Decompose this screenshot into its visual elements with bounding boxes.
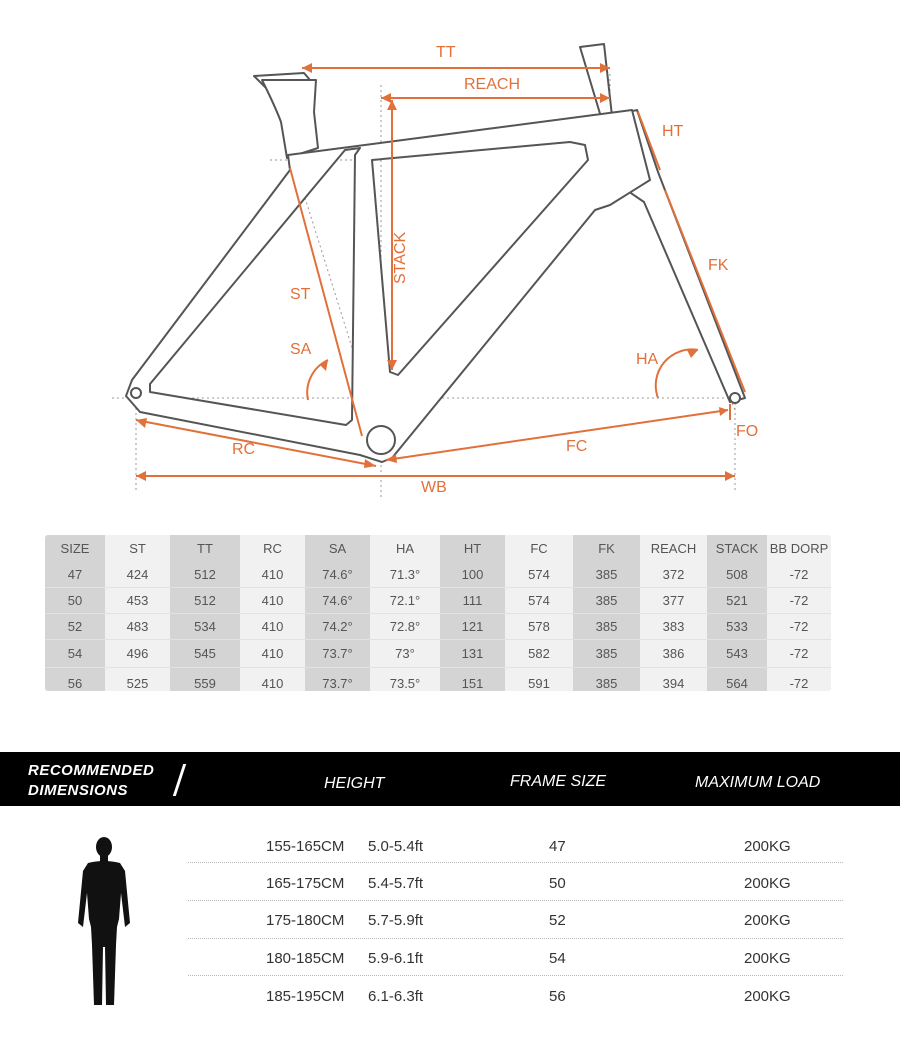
max-load: 200KG (744, 988, 791, 1005)
dotted-divider (188, 862, 843, 863)
geometry-cell: 56 (67, 676, 83, 691)
sa-label: SA (290, 341, 312, 358)
frame-size: 56 (549, 988, 566, 1005)
geometry-cell: 73.7° (322, 676, 353, 691)
geometry-cell: 543 (726, 646, 748, 661)
frame-body (126, 110, 650, 462)
height-cm: 185-195CM (266, 988, 345, 1005)
geometry-cell: 574 (528, 593, 550, 608)
geometry-cell: 111 (462, 593, 483, 608)
stack-label: STACK (392, 231, 409, 284)
geometry-cell: 410 (261, 676, 284, 691)
geometry-cell: 372 (662, 567, 685, 582)
geometry-header: HA (395, 541, 415, 556)
geometry-cell: 72.1° (389, 593, 421, 608)
recommended-row (0, 836, 900, 874)
max-load: 200KG (744, 912, 791, 929)
geometry-cell: 410 (261, 567, 284, 582)
frame-size: 47 (549, 838, 566, 855)
geometry-header: HT (463, 541, 482, 556)
geometry-header: RC (263, 541, 282, 556)
rear-axle (131, 388, 141, 398)
tt-label: TT (436, 44, 456, 61)
geometry-cell: 533 (726, 619, 748, 634)
geometry-cell: 74.6° (322, 567, 353, 582)
geometry-cell: 73.7° (322, 646, 353, 661)
rc-label: RC (232, 441, 256, 458)
recommended-title-line2: DIMENSIONS (28, 782, 129, 799)
geometry-cell: 521 (726, 593, 748, 608)
st-label: ST (290, 286, 311, 303)
geometry-cell: 73.5° (389, 676, 421, 691)
geometry-cell: 385 (595, 593, 618, 608)
geometry-cell: 534 (194, 619, 216, 634)
dotted-divider (188, 975, 843, 976)
geometry-cell: 72.8° (389, 619, 421, 634)
geometry-cell: -72 (789, 619, 809, 634)
geometry-cell: 385 (595, 619, 618, 634)
geometry-cell: 385 (595, 676, 618, 691)
recommended-title (28, 761, 154, 801)
geometry-cell: 47 (67, 567, 83, 582)
geometry-cell: -72 (789, 567, 809, 582)
geometry-cell: 508 (726, 567, 748, 582)
geometry-cell: 582 (528, 646, 550, 661)
fk-dimension (665, 190, 745, 392)
height-ft: 5.9-6.1ft (368, 950, 424, 967)
geometry-cell: 525 (126, 676, 149, 691)
geometry-cell: 578 (528, 619, 550, 634)
geometry-cell: 453 (126, 593, 149, 608)
ha-label: HA (636, 351, 659, 368)
fc-label: FC (566, 438, 588, 455)
geometry-cell: 410 (261, 646, 284, 661)
geometry-header: FC (530, 541, 548, 556)
ht-label: HT (662, 123, 684, 140)
row-divider (45, 613, 831, 614)
fo-label: FO (736, 423, 759, 440)
max-load-header: MAXIMUM LOAD (695, 774, 821, 791)
frame-size: 50 (549, 875, 566, 892)
fc-dimension (386, 410, 728, 460)
geometry-cell: 383 (662, 619, 685, 634)
geometry-header: BB DORP (769, 541, 829, 556)
geometry-header: TT (197, 541, 213, 556)
height-ft: 6.1-6.3ft (368, 988, 424, 1005)
bottom-bracket (367, 426, 395, 454)
geometry-cell: 386 (662, 646, 685, 661)
dotted-divider (188, 938, 843, 939)
geometry-cell: 74.2° (322, 619, 353, 634)
geometry-header: REACH (650, 541, 697, 556)
geometry-cell: 121 (461, 619, 484, 634)
geometry-header: ST (129, 541, 146, 556)
height-cm: 180-185CM (266, 950, 345, 967)
geometry-table (45, 535, 831, 691)
recommended-row (0, 873, 900, 911)
height-cm: 165-175CM (266, 875, 345, 892)
recommended-row (0, 986, 900, 1024)
recommended-row (0, 910, 900, 948)
geometry-cell: -72 (789, 676, 809, 691)
geometry-header: STACK (715, 541, 759, 556)
title-slash-divider (173, 764, 186, 796)
geometry-cell: 52 (67, 619, 83, 634)
geometry-cell: 512 (194, 593, 216, 608)
geometry-cell: 512 (194, 567, 216, 582)
geometry-cell: 377 (662, 593, 685, 608)
geometry-cell: 71.3° (389, 567, 421, 582)
row-divider (45, 667, 831, 668)
geometry-cell: -72 (789, 646, 809, 661)
frame-size: 52 (549, 912, 566, 929)
seatpost (262, 80, 318, 158)
geometry-cell: 100 (461, 567, 484, 582)
max-load: 200KG (744, 875, 791, 892)
geometry-cell: 496 (126, 646, 149, 661)
height-header: HEIGHT (324, 775, 385, 792)
geometry-cell: 559 (194, 676, 216, 691)
geometry-cell: 394 (662, 676, 685, 691)
frame-size-header: FRAME SIZE (510, 773, 607, 790)
reach-label: REACH (464, 76, 521, 93)
geometry-cell: 73° (395, 646, 415, 661)
geometry-cell: 591 (528, 676, 550, 691)
row-divider (45, 639, 831, 640)
recommended-row (0, 948, 900, 986)
geometry-header: SIZE (60, 541, 90, 556)
height-cm: 175-180CM (266, 912, 345, 929)
geometry-cell: 385 (595, 646, 618, 661)
geometry-cell: 131 (461, 646, 484, 661)
geometry-cell: 74.6° (322, 593, 353, 608)
max-load: 200KG (744, 950, 791, 967)
row-divider (45, 587, 831, 588)
height-ft: 5.7-5.9ft (368, 912, 424, 929)
frame-size: 54 (549, 950, 566, 967)
geometry-cell: 424 (126, 567, 149, 582)
geometry-header: SA (328, 541, 347, 556)
geometry-cell: 385 (595, 567, 618, 582)
height-cm: 155-165CM (266, 838, 345, 855)
geometry-cell: 545 (194, 646, 216, 661)
geometry-cell: 574 (528, 567, 550, 582)
frame-geometry-diagram (0, 0, 900, 520)
geometry-cell: 564 (726, 676, 748, 691)
height-ft: 5.0-5.4ft (368, 838, 424, 855)
geometry-cell: -72 (789, 593, 809, 608)
geometry-cell: 410 (261, 619, 284, 634)
geometry-cell: 50 (67, 593, 83, 608)
dotted-divider (188, 900, 843, 901)
geometry-header: FK (598, 541, 615, 556)
geometry-cell: 410 (261, 593, 284, 608)
recommended-header-bar (0, 752, 900, 806)
fk-label: FK (708, 257, 729, 274)
geometry-cell: 54 (67, 646, 83, 661)
geometry-cell: 483 (126, 619, 149, 634)
front-axle (730, 393, 740, 403)
recommended-title-line1: RECOMMENDED (28, 762, 155, 779)
max-load: 200KG (744, 838, 791, 855)
wb-label: WB (421, 479, 447, 496)
height-ft: 5.4-5.7ft (368, 875, 424, 892)
geometry-cell: 151 (461, 676, 484, 691)
